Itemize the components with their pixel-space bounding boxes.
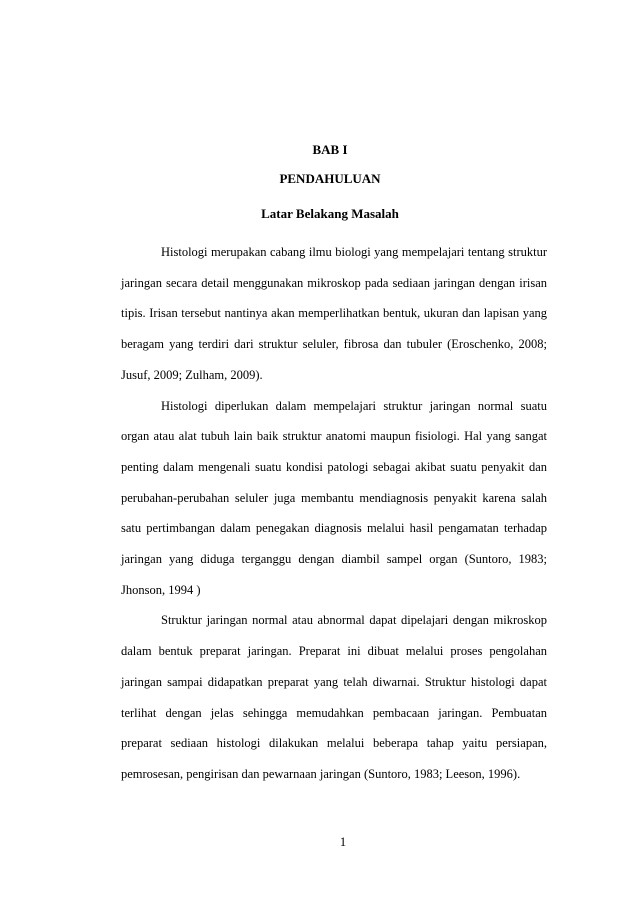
body-text — [121, 237, 547, 790]
paragraph-1: Histologi merupakan cabang ilmu biologi yang mempelajari tentang struktur jaringan secara detail menggunakan mikroskop pada sediaan jaringan dengan irisan tipis. Irisan tersebut nantinya akan memperlihatkan bentuk, ukuran dan lapisan yang beragam yang terdiri dari struktur seluler, fibrosa dan tubuler (Eroschenko, 2008; Jusuf, 2009; Zulham, 2009). — [121, 245, 547, 382]
paragraph-3: Struktur jaringan normal atau abnormal dapat dipelajari dengan mikroskop dalam bentuk preparat jaringan. Preparat ini dibuat melalui proses pengolahan jaringan sampai didapatkan preparat yang telah diwarnai. Struktur histologi dapat terlihat dengan jelas sehingga memudahkan pembacaan jaringan. Pembuatan preparat sediaan histologi dilakukan melalui beberapa tahap yaitu persiapan, pemrosesan, pengirisan dan pewarnaan jaringan (Suntoro, 1983; Leeson, 1996). — [121, 613, 547, 781]
chapter-title: PENDAHULUAN — [279, 171, 381, 186]
section-title: Latar Belakang Masalah — [261, 206, 399, 221]
paragraph-2: Histologi diperlukan dalam mempelajari struktur jaringan normal suatu organ atau alat tubuh lain baik struktur anatomi maupun fisiologi. Hal yang sangat penting dalam mengenali suatu kondisi patologi sebagai akibat suatu penyakit dan perubahan-perubahan seluler juga membantu mendiagnosis penyakit karena salah satu pertimbangan dalam penegakan diagnosis melalui hasil pengamatan terhadap jaringan yang diduga terganggu dengan diambil sampel organ (Suntoro, 1983; Jhonson, 1994 ) — [121, 398, 547, 597]
page-number: 1 — [339, 835, 347, 849]
chapter-label: BAB I — [312, 142, 348, 157]
